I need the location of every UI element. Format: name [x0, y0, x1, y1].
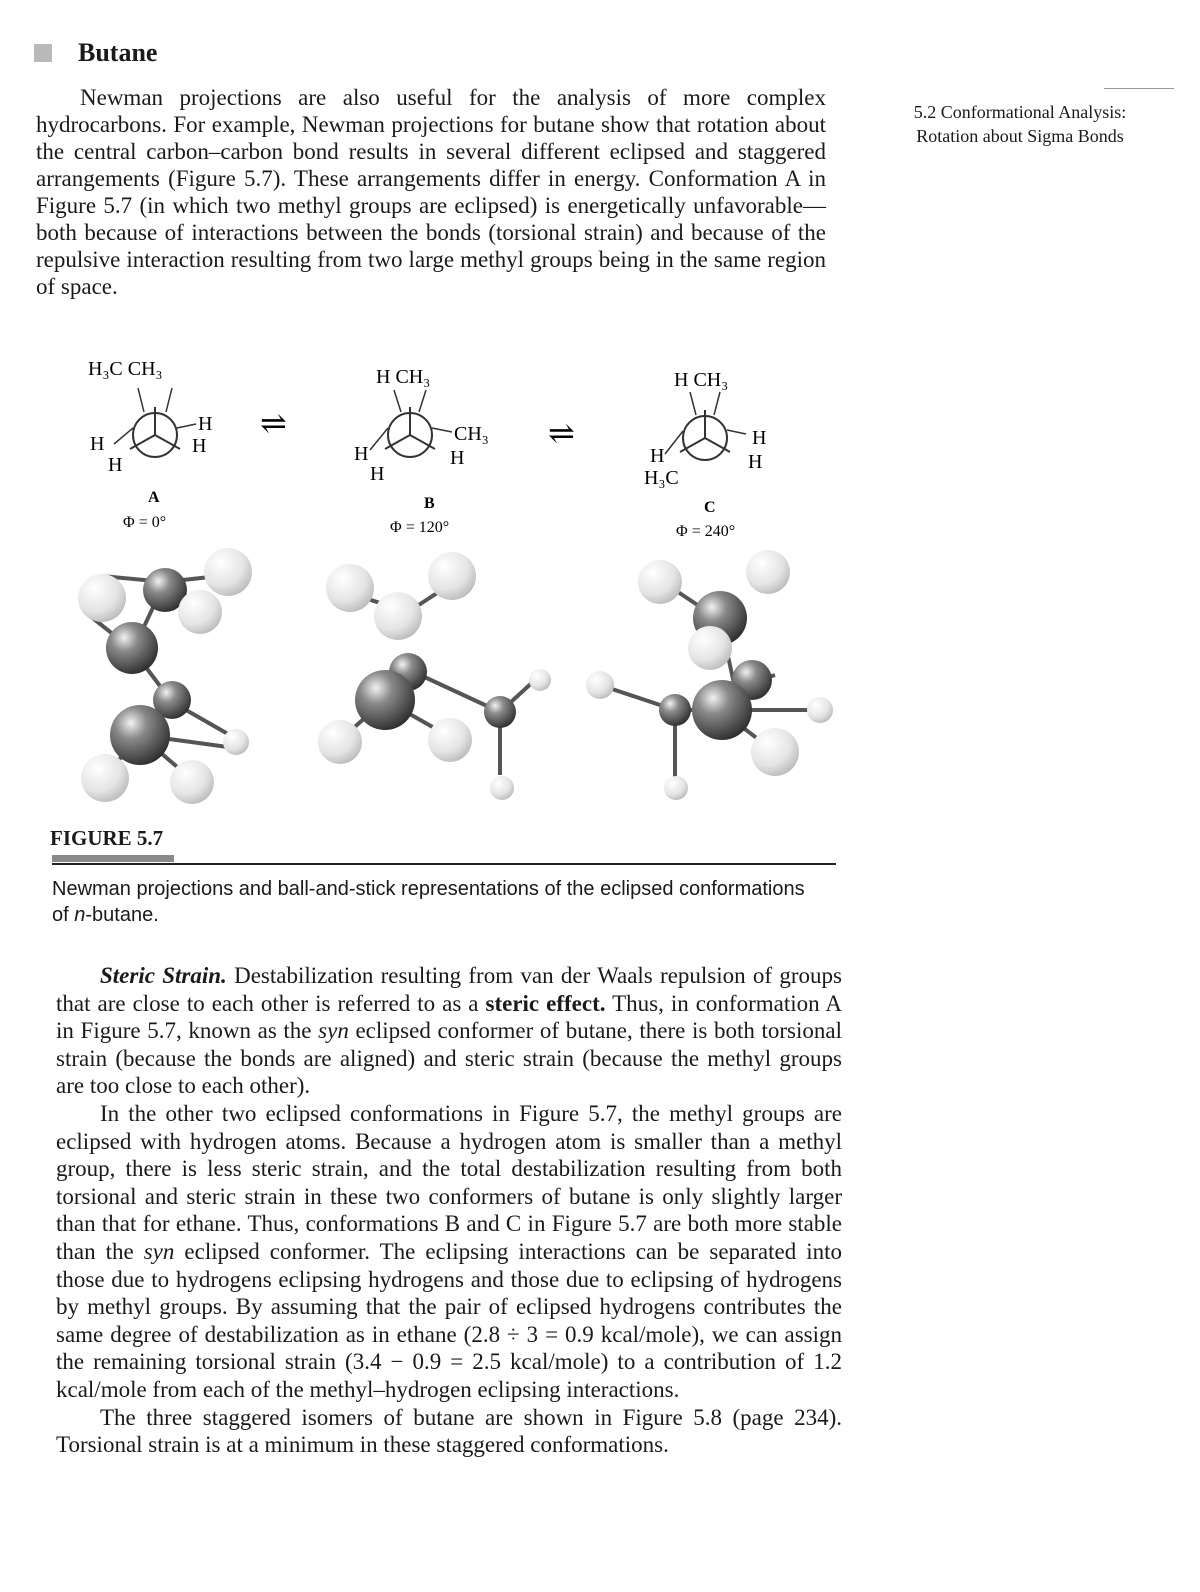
newman-a-top: H₃C CH₃	[88, 358, 163, 380]
newman-c-left-bottom: H₃C	[644, 467, 679, 489]
steric-strain-paragraph	[56, 962, 842, 1100]
newman-c-right-top: H	[752, 427, 767, 449]
para2-text-a: In the other two eclipsed conformations in Figure 5.7, the methyl groups are eclipsed with hydrogen atoms. Because a hydrogen atom is smaller than a methyl group, there is less steric strain, and the total destabilization resulting from both torsional and steric strain in these two conformers of butane is only slightly larger than that for ethane. Thus, conformations B and C in Figure 5.7 are both more stable than the	[56, 1100, 842, 1264]
newman-b-angle: Φ = 120°	[390, 519, 450, 536]
equilibrium-arrow-1: ⇌	[260, 405, 287, 441]
newman-c-letter: C	[704, 499, 716, 516]
staggered-paragraph	[56, 1404, 842, 1459]
figure-label: FIGURE 5.7	[50, 826, 164, 850]
newman-c-left-top: H	[650, 445, 665, 467]
equilibrium-arrow-2: ⇌	[548, 415, 575, 451]
caption-n-italic: n	[74, 904, 86, 926]
newman-a-left-bottom: H	[108, 454, 123, 476]
eclipsed-paragraph	[56, 1100, 842, 1404]
newman-b-right-bottom: H	[450, 447, 465, 469]
intro-paragraph	[36, 84, 826, 300]
section-marker	[34, 44, 52, 62]
steric-strain-heading: Steric Strain.	[100, 963, 227, 988]
body-text	[56, 962, 842, 1459]
newman-b-letter: B	[424, 495, 435, 512]
margin-note	[880, 100, 1160, 148]
steric-text-1: Destabilization resulting from van der Waals repulsion of groups that are close to each other is referred to as a	[56, 963, 842, 1016]
newman-c	[644, 369, 766, 540]
newman-a	[88, 358, 212, 531]
figure-label-bar	[52, 855, 174, 862]
para2-syn-italic: syn	[143, 1238, 175, 1264]
steric-text-3: eclipsed conformer of butane, there is both torsional strain (because the bonds are aligned) and steric strain (because the methyl groups are too close to each other).	[56, 1018, 842, 1099]
newman-a-letter: A	[148, 489, 160, 506]
margin-note-line2: Rotation about Sigma Bonds	[916, 126, 1124, 146]
newman-b-top: H CH₃	[376, 366, 431, 388]
newman-a-right-top: H	[198, 413, 213, 435]
figure-caption-rule	[52, 863, 836, 865]
newman-a-left-top: H	[90, 433, 105, 455]
steric-effect-term: steric effect.	[485, 990, 606, 1016]
para3-text: The three staggered isomers of butane are shown in Figure 5.8 (page 234). Torsional strain is at a minimum in these staggered conformations.	[56, 1404, 842, 1458]
ball-stick-model-b	[318, 552, 551, 800]
newman-b-left-top: H	[354, 443, 369, 465]
newman-c-angle: Φ = 240°	[676, 523, 736, 540]
newman-a-angle: Φ = 0°	[123, 514, 167, 531]
para2-text-b: eclipsed conformer. The eclipsing interactions can be separated into those due to hydrogens eclipsing hydrogens and those due to eclipsing of hydrogens by methyl groups. By assuming that the pair of eclipsed hydrogens contributes the same degree of destabilization as in ethane (2.8 ÷ 3 = 0.9 kcal/mole), we can assign the remaining torsional strain (3.4 − 0.9 = 2.5 kcal/mole) to a contribution of 1.2 kcal/mole from each of the methyl–hydrogen eclipsing interactions.	[56, 1238, 842, 1402]
newman-c-right-bottom: H	[748, 451, 763, 473]
newman-a-right-bottom: H	[192, 435, 207, 457]
newman-b-right-top: CH₃	[454, 423, 489, 445]
margin-note-line1: 5.2 Conformational Analysis:	[913, 102, 1127, 122]
figure-5-7	[40, 350, 840, 830]
margin-rule	[1104, 88, 1174, 89]
newman-b	[354, 366, 489, 536]
caption-text: Newman projections and ball-and-stick representations of the eclipsed conformations of	[52, 878, 805, 926]
figure-caption	[52, 876, 812, 928]
ball-stick-model-a	[78, 548, 252, 804]
steric-text-2: Thus, in conformation A in Figure 5.7, known as the	[56, 990, 842, 1044]
intro-text: Newman projections are also useful for the analysis of more complex hydrocarbons. For example, Newman projections for butane show that rotation about the central carbon–carbon bond results in several different eclipsed and staggered arrangements (Figure 5.7). These arrangements differ in energy. Conformation A in Figure 5.7 (in which two methyl groups are eclipsed) is energetically unfavorable—both because of interactions between the bonds (torsional strain) and because of the repulsive interaction resulting from two large methyl groups being in the same region of space.	[36, 85, 826, 299]
newman-b-left-bottom: H	[370, 463, 385, 485]
section-heading: Butane	[78, 38, 158, 67]
ball-stick-model-c	[586, 550, 833, 800]
newman-c-top: H CH₃	[674, 369, 729, 391]
syn-italic: syn	[318, 1018, 349, 1044]
caption-text-end: -butane.	[85, 904, 159, 926]
